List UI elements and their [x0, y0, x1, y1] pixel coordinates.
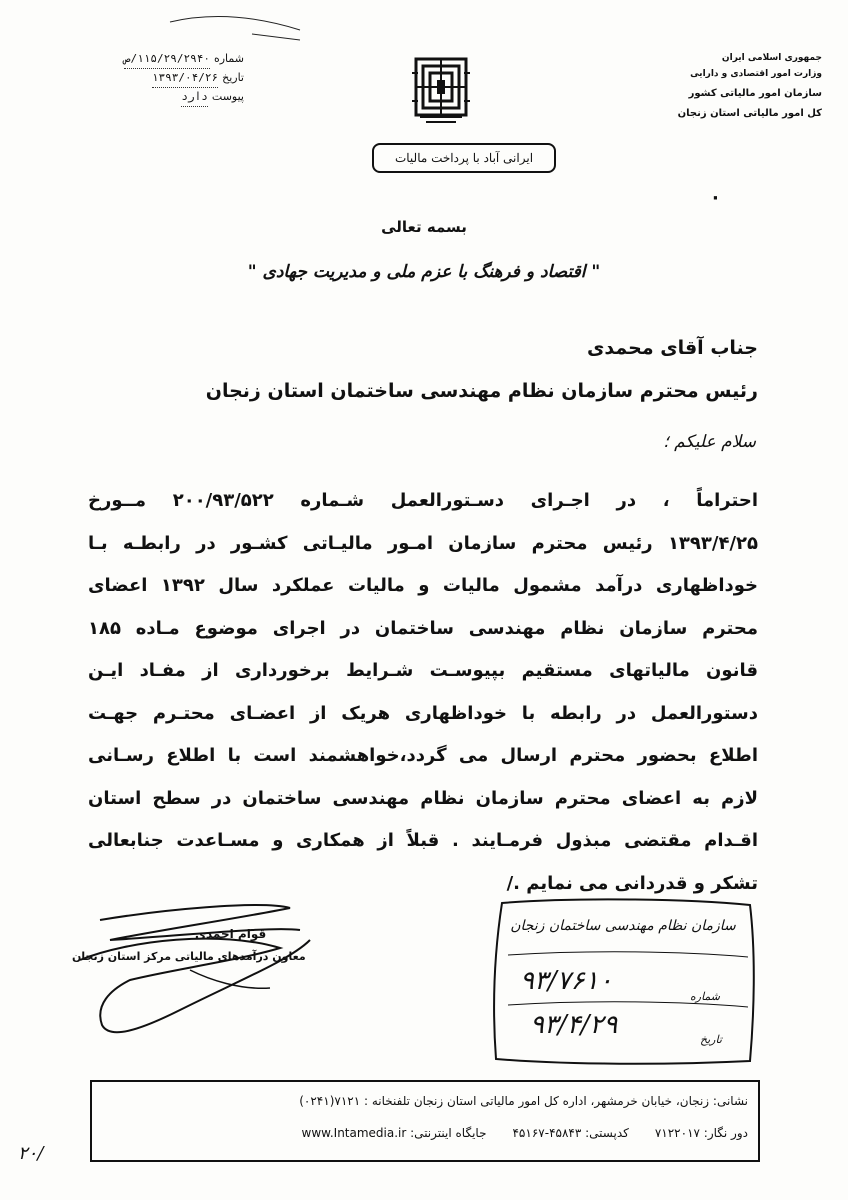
- footer-website: جایگاه اینترنتی: www.Intamedia.ir: [301, 1126, 487, 1140]
- reference-date-row: [84, 69, 244, 88]
- page-mark: ۲۰/: [18, 1143, 44, 1164]
- signer-title: معاون درآمدهای مالیاتی مرکز استان زنجان: [72, 950, 306, 963]
- issuer-line: جمهوری اسلامی ایران: [721, 53, 822, 63]
- greeting: سلام علیکم ؛: [663, 432, 756, 452]
- reference-block: [84, 50, 244, 107]
- addressee-name: جناب آقای محمدی: [587, 337, 758, 359]
- attachment-label: پیوست: [211, 90, 244, 103]
- footer-address: نشانی: زنجان، خیابان خرمشهر، اداره کل امور مالیاتی استان زنجان تلفنخانه : ۷۱۲۱(۰۲۴۱): [299, 1094, 748, 1108]
- footer-postal-code: کدپستی: ۴۵۸۴۳-۴۵۱۶۷: [512, 1126, 629, 1140]
- footer-fax: دور نگار: ۷۱۲۲۰۱۷: [654, 1126, 748, 1140]
- addressee-title: رئیس محترم سازمان نظام مهندسی ساختمان استان زنجان: [205, 380, 758, 402]
- stamp-organization: سازمان نظام مهندسی ساختمان زنجان: [510, 918, 736, 934]
- stamp-number-value: ۹۳/۷۶۱۰: [520, 966, 613, 996]
- body-line: خوداظهاری درآمد مشمول مالیات و مالیات عملکرد سال ۱۳۹۲ اعضای: [88, 575, 758, 596]
- tax-slogan-box: ایرانی آباد با پرداخت مالیات: [372, 143, 556, 173]
- issuer-line: سازمان امور مالیاتی کشور: [688, 88, 822, 99]
- handwritten-signature: [40, 900, 340, 1050]
- stamp-date-value: ۹۳/۴/۲۹: [530, 1010, 618, 1040]
- contact-footer: [90, 1080, 760, 1162]
- body-line: اقـدام مقتضی مبذول فرمـایند . قبلاً از همکاری و مسـاعدت جنابعالی: [88, 830, 758, 851]
- body-line: دستورالعمل در رابطه با خوداظهاری هریک از اعضـای محتـرم جهـت: [88, 702, 758, 724]
- issuer-line: وزارت امور اقتصادی و دارایی: [690, 69, 822, 79]
- reference-attachment-row: [84, 88, 244, 107]
- number-value: ۱۱۵/۲۹/۲۹۴۰/ص: [124, 50, 210, 69]
- date-label: تاریخ: [222, 71, 244, 84]
- letter-body: [88, 480, 758, 905]
- body-line: احتراماً ، در اجـرای دسـتورالعمل شـماره ۲۰۰/۹۳/۵۲۲ مــورخ: [88, 490, 758, 511]
- stamp-date-label: تاریخ: [700, 1034, 722, 1046]
- scan-edge-marks: [0, 0, 848, 50]
- body-line: محترم سازمان نظام مهندسی ساختمان در اجرای موضوع مـاده ۱۸۵: [88, 617, 758, 639]
- tax-organization-emblem-icon: [412, 55, 470, 127]
- body-line: اطلاع بحضور محترم ارسال می گردد،خواهشمند است با اطلاع رسـانی: [88, 745, 758, 766]
- footer-contacts: [302, 1126, 749, 1140]
- issuer-block: [672, 50, 822, 122]
- attachment-value: دارد: [181, 88, 208, 107]
- stamp-number-label: شماره: [690, 991, 721, 1003]
- bismillah-heading: بسمه تعالی: [381, 218, 467, 236]
- body-line: ۱۳۹۳/۴/۲۵ رئیس محترم سازمان امـور مالیـاتی کشـور در رابطـه بـا: [88, 532, 758, 554]
- year-slogan: " اقتصاد و فرهنگ با عزم ملی و مدیریت جهادی ": [247, 262, 601, 282]
- signer-name: قوام احمدی: [195, 927, 267, 941]
- reference-number-row: [84, 50, 244, 69]
- body-line: تشکر و قدردانی می نمایم ./: [506, 872, 758, 894]
- number-label: شماره: [213, 52, 244, 65]
- issuer-line: کل امور مالیاتی استان زنجان: [677, 108, 822, 119]
- date-value: ۱۳۹۳/۰۴/۲۶: [152, 69, 218, 88]
- scan-speck: ·: [712, 188, 719, 209]
- body-line: لازم به اعضای محترم سازمان نظام مهندسی ساختمان در سطح استان: [88, 787, 758, 809]
- body-line: قانون مالیاتهای مستقیم بپیوسـت شـرایط برخورداری از مفـاد ایـن: [88, 660, 758, 681]
